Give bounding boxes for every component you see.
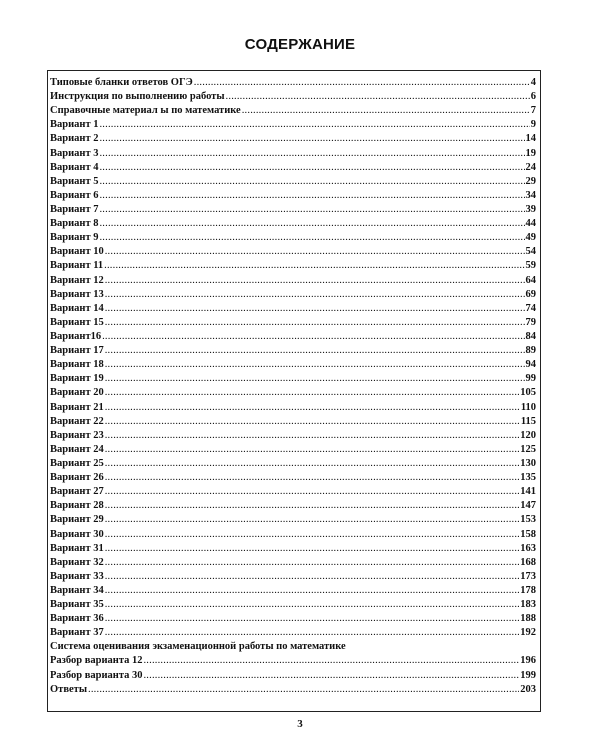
toc-entry-page: 34 <box>525 189 536 201</box>
toc-dot-leader <box>99 161 524 175</box>
toc-entry-page: 54 <box>525 246 536 258</box>
toc-dot-leader <box>104 259 524 273</box>
toc-dot-leader <box>105 626 520 640</box>
toc-entry-label: Вариант 7 <box>50 203 99 215</box>
toc-entry-label: Вариант 23 <box>50 429 104 441</box>
toc-dot-leader <box>105 358 525 372</box>
toc-dot-leader <box>242 104 530 118</box>
toc-entry <box>50 499 536 513</box>
toc-entry-page: 79 <box>525 316 536 328</box>
toc-entry-label: Вариант 35 <box>50 599 104 611</box>
toc-entry-page: 173 <box>520 570 536 582</box>
toc-entry-label: Вариант 21 <box>50 401 104 413</box>
toc-entry <box>50 556 536 570</box>
toc-entry <box>50 104 536 118</box>
toc-entry <box>50 245 536 259</box>
toc-entry-page: 120 <box>520 429 536 441</box>
toc-entry-page: 178 <box>520 584 536 596</box>
toc-entry-label: Вариант 18 <box>50 359 104 371</box>
toc-entry-page: 168 <box>520 556 536 568</box>
toc-dot-leader <box>105 274 525 288</box>
toc-dot-leader <box>105 372 525 386</box>
toc-entry-page: 89 <box>525 345 536 357</box>
toc-dot-leader <box>105 316 525 330</box>
toc-entry <box>50 231 536 245</box>
toc-entry-page: 39 <box>525 203 536 215</box>
toc-entry-label: Вариант 8 <box>50 218 99 230</box>
toc-dot-leader <box>105 429 520 443</box>
toc-entry-page: 203 <box>520 683 536 695</box>
toc-entry-page: 64 <box>525 274 536 286</box>
toc-entry <box>50 203 536 217</box>
toc-entry <box>50 132 536 146</box>
toc-entry <box>50 513 536 527</box>
toc-entry <box>50 189 536 203</box>
toc-entry <box>50 443 536 457</box>
toc-dot-leader <box>88 683 519 697</box>
toc-dot-leader <box>105 443 520 457</box>
toc-entry <box>50 118 536 132</box>
toc-dot-leader <box>105 570 520 584</box>
toc-entry <box>50 330 536 344</box>
toc-entry <box>50 683 536 697</box>
toc-entry <box>50 175 536 189</box>
toc-dot-leader <box>105 344 525 358</box>
toc-dot-leader <box>102 330 524 344</box>
toc-entry-page: 9 <box>530 119 536 131</box>
toc-entry-page: 192 <box>520 627 536 639</box>
toc-entry-page: 19 <box>525 147 536 159</box>
toc-dot-leader <box>105 556 520 570</box>
toc-entry-label: Вариант 2 <box>50 133 99 145</box>
toc-entry-label: Вариант 12 <box>50 274 104 286</box>
toc-entry-label: Вариант 25 <box>50 457 104 469</box>
toc-entry-label: Вариант16 <box>50 330 102 342</box>
toc-entry-page: 44 <box>525 218 536 230</box>
toc-dot-leader <box>99 231 524 245</box>
toc-entry <box>50 528 536 542</box>
toc-entry-page: 84 <box>525 330 536 342</box>
toc-entry-page: 29 <box>525 175 536 187</box>
toc-dot-leader <box>105 499 520 513</box>
toc-entry-page: 14 <box>525 133 536 145</box>
toc-entry <box>50 640 536 654</box>
toc-entry-label: Вариант 26 <box>50 472 104 484</box>
toc-entry-page: 74 <box>525 302 536 314</box>
toc-entry-page: 147 <box>520 500 536 512</box>
toc-entry-page: 196 <box>520 655 536 667</box>
toc-entry <box>50 654 536 668</box>
toc-entry <box>50 542 536 556</box>
toc-entry-page: 49 <box>525 232 536 244</box>
toc-entry-label: Вариант 20 <box>50 387 104 399</box>
toc-entry-page: 94 <box>525 359 536 371</box>
toc-entry-page: 59 <box>525 260 536 272</box>
toc-dot-leader <box>143 669 519 683</box>
toc-entry <box>50 217 536 231</box>
toc-dot-leader <box>105 612 520 626</box>
toc-entry-page: 130 <box>520 457 536 469</box>
toc-dot-leader <box>99 217 524 231</box>
toc-dot-leader <box>105 584 520 598</box>
toc-dot-leader <box>105 471 520 485</box>
toc-dot-leader <box>99 189 524 203</box>
toc-entry <box>50 626 536 640</box>
toc-entry-page: 199 <box>520 669 536 681</box>
toc-entry <box>50 457 536 471</box>
toc-entry <box>50 76 536 90</box>
toc-entry-label: Вариант 13 <box>50 288 104 300</box>
toc-entry <box>50 429 536 443</box>
toc-entry <box>50 584 536 598</box>
toc-entry-page: 7 <box>530 105 536 117</box>
toc-dot-leader <box>105 288 525 302</box>
toc-entry-page: 125 <box>520 443 536 455</box>
toc-entry-label: Вариант 3 <box>50 147 99 159</box>
toc-entry-label: Система оценивания экзаменационной работы по математике <box>50 641 346 653</box>
table-of-contents <box>47 70 541 712</box>
toc-entry <box>50 669 536 683</box>
toc-entry-label: Вариант 32 <box>50 556 104 568</box>
toc-entry-label: Вариант 5 <box>50 175 99 187</box>
toc-entry <box>50 259 536 273</box>
toc-entry-label: Ответы <box>50 683 88 695</box>
toc-entry-page: 183 <box>520 599 536 611</box>
toc-entry-page: 99 <box>525 373 536 385</box>
toc-entry-label: Разбор варианта 12 <box>50 655 143 667</box>
toc-entry-label: Вариант 29 <box>50 514 104 526</box>
toc-entry-label: Разбор варианта 30 <box>50 669 143 681</box>
page-number: 3 <box>297 718 303 730</box>
toc-dot-leader <box>99 147 524 161</box>
toc-entry-page: 153 <box>520 514 536 526</box>
toc-entry-label: Вариант 34 <box>50 584 104 596</box>
toc-entry-label: Вариант 14 <box>50 302 104 314</box>
toc-entry <box>50 570 536 584</box>
toc-entry <box>50 344 536 358</box>
toc-entry-label: Вариант 24 <box>50 443 104 455</box>
toc-entry-label: Инструкция по выполнению работы <box>50 91 225 103</box>
toc-entry-label: Вариант 28 <box>50 500 104 512</box>
toc-entry <box>50 401 536 415</box>
toc-entry-page: 158 <box>520 528 536 540</box>
toc-dot-leader <box>99 203 524 217</box>
toc-entry-label: Вариант 6 <box>50 189 99 201</box>
toc-entry-label: Вариант 4 <box>50 161 99 173</box>
toc-entry <box>50 386 536 400</box>
toc-entry <box>50 612 536 626</box>
toc-entry <box>50 274 536 288</box>
toc-entry-label: Вариант 10 <box>50 246 104 258</box>
toc-dot-leader <box>105 528 520 542</box>
toc-entry-label: Вариант 17 <box>50 345 104 357</box>
toc-list <box>50 76 536 697</box>
toc-entry-page: 163 <box>520 542 536 554</box>
toc-entry-label: Вариант 9 <box>50 232 99 244</box>
toc-entry-label: Вариант 15 <box>50 316 104 328</box>
toc-entry-page: 188 <box>520 613 536 625</box>
toc-entry-label: Вариант 22 <box>50 415 104 427</box>
toc-dot-leader <box>99 175 524 189</box>
toc-dot-leader <box>194 76 530 90</box>
toc-entry <box>50 288 536 302</box>
toc-entry <box>50 598 536 612</box>
toc-entry-page: 110 <box>520 401 536 413</box>
toc-dot-leader <box>99 118 529 132</box>
toc-entry-page: 135 <box>520 472 536 484</box>
toc-dot-leader <box>143 654 519 668</box>
toc-dot-leader <box>105 457 520 471</box>
toc-dot-leader <box>105 302 525 316</box>
toc-entry-label: Вариант 27 <box>50 486 104 498</box>
toc-entry-page: 105 <box>520 387 536 399</box>
toc-entry <box>50 358 536 372</box>
toc-entry-label: Вариант 30 <box>50 528 104 540</box>
toc-entry-page: 6 <box>530 91 536 103</box>
toc-entry-label: Вариант 19 <box>50 373 104 385</box>
toc-dot-leader <box>105 485 520 499</box>
toc-dot-leader <box>105 542 520 556</box>
toc-entry <box>50 415 536 429</box>
toc-dot-leader <box>105 386 520 400</box>
toc-entry-label: Вариант 1 <box>50 119 99 131</box>
page-title: СОДЕРЖАНИЕ <box>244 36 356 53</box>
toc-entry <box>50 90 536 104</box>
toc-entry-page: 115 <box>520 415 536 427</box>
toc-entry-page: 24 <box>525 161 536 173</box>
toc-entry <box>50 147 536 161</box>
toc-entry-label: Вариант 31 <box>50 542 104 554</box>
toc-entry <box>50 372 536 386</box>
toc-entry <box>50 161 536 175</box>
toc-entry-page: 4 <box>530 77 536 88</box>
toc-entry-label: Типовые бланки ответов ОГЭ <box>50 77 193 88</box>
toc-dot-leader <box>226 90 530 104</box>
toc-entry-page: 69 <box>525 288 536 300</box>
toc-dot-leader <box>99 132 524 146</box>
toc-entry <box>50 485 536 499</box>
toc-entry-label: Вариант 37 <box>50 627 104 639</box>
toc-entry-page: 141 <box>520 486 536 498</box>
toc-dot-leader <box>105 598 520 612</box>
toc-entry <box>50 471 536 485</box>
toc-dot-leader <box>105 245 525 259</box>
toc-dot-leader <box>105 415 520 429</box>
toc-entry <box>50 316 536 330</box>
toc-entry-label: Вариант 36 <box>50 613 104 625</box>
toc-entry <box>50 302 536 316</box>
toc-dot-leader <box>105 513 520 527</box>
toc-entry-label: Вариант 33 <box>50 570 104 582</box>
toc-dot-leader <box>105 401 520 415</box>
toc-entry-label: Вариант 11 <box>50 260 104 272</box>
toc-entry-label: Справочные материал ы по математике <box>50 105 241 117</box>
